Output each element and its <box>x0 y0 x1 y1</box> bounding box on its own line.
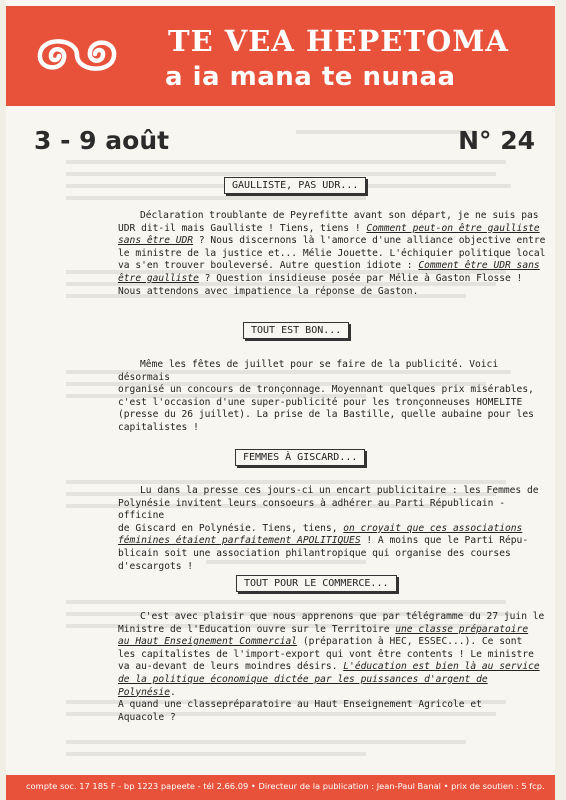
footer-info: compte soc. 17 185 F - bp 1223 papeete - tél 2.66.09 • Directeur de la publication : Jean-Paul Banal • prix de soutien : 5 fcp. <box>26 781 545 791</box>
article-2-heading: TOUT EST BON... <box>243 322 349 339</box>
issue-number: N° 24 <box>458 126 535 155</box>
text-segment: (préparation à HEC, ESSEC...). Ce sont <box>297 636 523 648</box>
body-line <box>118 210 548 223</box>
text-segment: ? Nous discernons là l'amorce d'une alliance objective entre <box>193 235 546 247</box>
text-segment: va au-devant de leurs moindres désirs. <box>118 661 344 673</box>
body-line <box>118 636 548 649</box>
body-line <box>118 485 548 498</box>
body-line <box>118 561 548 574</box>
text-segment: A quand une classepréparatoire au Haut Enseignement Agricole et <box>118 699 482 711</box>
text-segment: les capitalistes de l'import-export qui vont être contents ! Le ministre <box>118 648 534 660</box>
spiral-ornament-icon <box>32 32 122 78</box>
masthead-subtitle: a ia mana te nunaa <box>165 62 456 92</box>
masthead <box>6 6 555 106</box>
underlined-phrase: une classe préparatoire <box>395 623 529 635</box>
body-line <box>118 273 548 286</box>
body-line <box>118 523 548 536</box>
article-3-body <box>118 485 548 573</box>
issue-date: 3 - 9 août <box>34 126 170 155</box>
text-segment: Lu dans la presse ces jours-ci un encart publicitaire : les Femmes de <box>140 485 539 496</box>
underlined-phrase: être gaulliste <box>118 272 199 284</box>
text-segment: Ministre de l'Education ouvre sur le Territoire <box>118 623 396 635</box>
text-segment: Polynésie invitent leurs consoeurs à adhérer au Parti Républicain -officine <box>118 497 505 522</box>
text-segment: Aquacole ? <box>118 711 176 723</box>
underlined-phrase: sans être UDR <box>118 235 194 247</box>
text-segment: de Giscard en Polynésie. Tiens, tiens, <box>118 522 344 534</box>
body-line <box>118 624 548 637</box>
text-segment: blicain soit une association philantropique qui organise des courses <box>118 547 511 559</box>
text-segment: organisé un concours de tronçonnage. Moyennant quelques prix misérables, <box>118 384 534 396</box>
article-3-heading: FEMMES À GISCARD... <box>235 449 365 466</box>
body-line <box>118 611 548 624</box>
body-line <box>118 286 548 299</box>
article-4-heading: TOUT POUR LE COMMERCE... <box>236 575 397 592</box>
newsletter-page <box>6 0 555 800</box>
text-segment: capitalistes ! <box>118 421 199 433</box>
body-line <box>118 712 548 725</box>
underlined-phrase: on croyait que ces associations <box>343 522 523 534</box>
underlined-phrase: féminines étaient parfaitement APOLITIQUES <box>118 535 361 547</box>
text-segment: c'est l'occasion d'une super-publicité pour les tronçonneuses HOMELITE <box>118 396 523 408</box>
article-1-heading: GAULLISTE, PAS UDR... <box>224 177 366 194</box>
body-line <box>118 649 548 662</box>
text-segment: Déclaration troublante de Peyrefitte avant son départ, je ne suis pas <box>140 210 539 221</box>
text-segment: d'escargots ! <box>118 560 194 572</box>
underlined-phrase: au Haut Enseignement Commercial <box>118 636 298 648</box>
text-segment: ! A moins que le Parti Répu- <box>360 535 529 547</box>
body-line <box>118 359 548 384</box>
underlined-phrase: L'éducation est bien là au service <box>343 661 540 673</box>
body-line <box>118 422 548 435</box>
text-segment: Nous attendons avec impatience la réponse de Gaston. <box>118 285 419 297</box>
body-line <box>118 397 548 410</box>
body-line <box>118 548 548 561</box>
body-line <box>118 498 548 523</box>
body-line <box>118 248 548 261</box>
body-line <box>118 535 548 548</box>
body-line <box>118 409 548 422</box>
footer-bar <box>6 775 555 800</box>
body-line <box>118 235 548 248</box>
body-line <box>118 674 548 699</box>
underlined-phrase: Comment peut-on être gaulliste <box>366 222 540 234</box>
body-line <box>118 384 548 397</box>
article-2-body <box>118 359 548 435</box>
body-line <box>118 699 548 712</box>
text-segment: ? Question insidieuse posée par Mélie à Gaston Flosse ! <box>198 272 523 284</box>
article-4-body <box>118 611 548 724</box>
text-segment: le ministre de la justice et... Mélie Jouette. L'échiquier politique local <box>118 247 546 259</box>
article-1-body <box>118 210 548 298</box>
text-segment: (presse du 26 juillet). La prise de la Bastille, quelle aubaine pour les <box>118 409 534 421</box>
text-segment: va s'en trouver bouleversé. Autre question idiote : <box>118 260 419 272</box>
body-line <box>118 260 548 273</box>
masthead-title: TE VEA HEPETOMA <box>168 24 509 58</box>
text-segment: C'est avec plaisir que nous apprenons que par télégramme du 27 juin le <box>140 611 545 622</box>
underlined-phrase: de la politique économique dictée par les puissances d'argent de Polynésie <box>118 673 488 698</box>
body-line <box>118 223 548 236</box>
text-segment: . <box>169 686 176 698</box>
text-segment: Même les fêtes de juillet pour se faire de la publicité. Voici désormais <box>118 359 499 383</box>
underlined-phrase: Comment être UDR sans <box>418 260 540 272</box>
text-segment: UDR dit-il mais Gaulliste ! Tiens, tiens ! <box>118 222 367 234</box>
body-line <box>118 661 548 674</box>
